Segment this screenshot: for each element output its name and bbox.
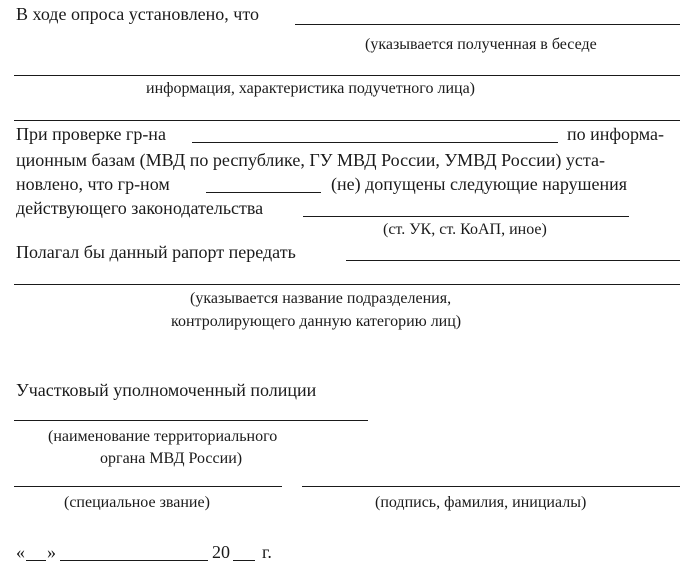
year-prefix: 20 [212, 542, 230, 562]
rank-field[interactable] [14, 486, 282, 487]
survey-intro-text: В ходе опроса установлено, что [16, 4, 259, 24]
year-suffix: г. [262, 542, 272, 562]
citizen-field-2[interactable] [206, 192, 321, 193]
org-name-field[interactable] [14, 420, 368, 421]
month-field[interactable] [60, 560, 208, 561]
violations-field[interactable] [303, 216, 629, 217]
officer-role: Участковый уполномоченный полиции [16, 380, 317, 400]
rank-caption: (специальное звание) [64, 494, 210, 511]
date-open-quote: « [16, 542, 25, 562]
check-text-2: ционным базам (МВД по республике, ГУ МВД России, УМВД России) уста- [16, 150, 605, 170]
check-text-1b: по информа- [567, 124, 665, 144]
survey-info-field-3[interactable] [14, 120, 680, 121]
transfer-caption-2: контролирующего данную категорию лиц) [171, 313, 462, 330]
year-field[interactable] [233, 560, 255, 561]
org-caption-2: органа МВД России) [100, 450, 243, 467]
check-text-3b: (не) допущены следующие нарушения [331, 174, 628, 194]
transfer-caption-1: (указывается название подразделения, [190, 290, 452, 307]
transfer-text: Полагал бы данный рапорт передать [16, 242, 296, 262]
check-text-3a: новлено, что гр-ном [16, 174, 170, 194]
check-text-1a: При проверке гр-на [16, 124, 166, 144]
org-caption-1: (наименование территориального [48, 428, 278, 445]
check-text-4: действующего законодательства [16, 198, 264, 218]
date-close-quote: » [47, 542, 56, 562]
sign-caption: (подпись, фамилия, инициалы) [375, 494, 587, 511]
survey-info-field-2[interactable] [14, 75, 680, 76]
day-field[interactable] [26, 560, 46, 561]
survey-caption-2: информация, характеристика подучетного лица) [146, 80, 475, 97]
transfer-field[interactable] [346, 260, 680, 261]
signature-field[interactable] [302, 486, 680, 487]
transfer-field-2[interactable] [14, 284, 680, 285]
survey-info-field[interactable] [295, 24, 680, 25]
check-caption: (ст. УК, ст. КоАП, иное) [383, 221, 547, 238]
citizen-name-field[interactable] [192, 142, 558, 143]
survey-caption-1: (указывается полученная в беседе [365, 36, 597, 53]
